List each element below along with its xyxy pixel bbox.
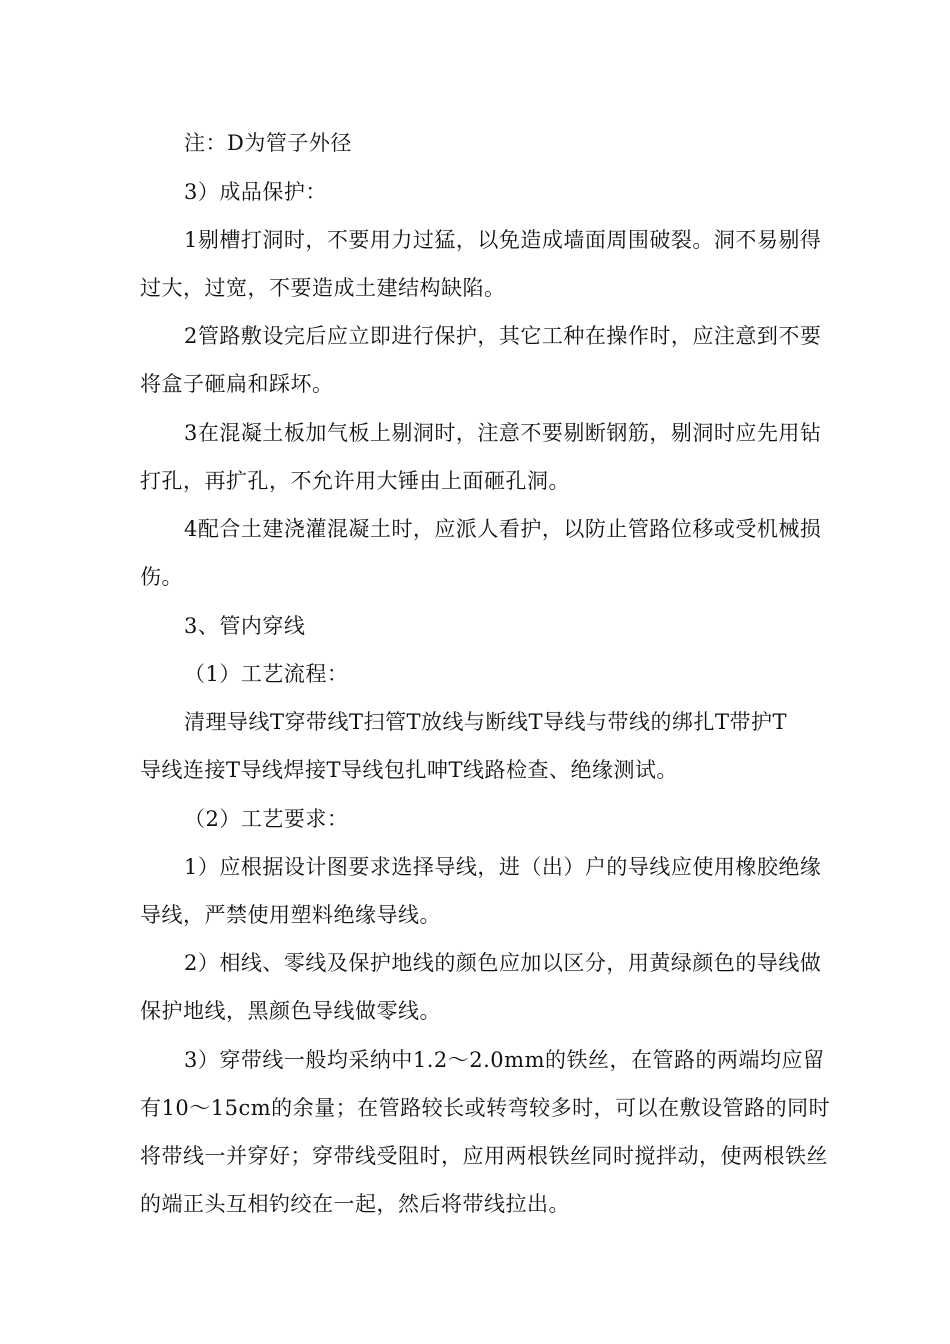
paragraph-line: 伤。 — [140, 565, 183, 589]
paragraph-line: 的端正头互相钓绞在一起，然后将带线拉出。 — [140, 1192, 570, 1216]
paragraph-line: 3在混凝土板加气板上剔洞时，注意不要剔断钢筋，剔洞时应先用钻 — [184, 421, 822, 445]
section-heading-wiring: 3、管内穿线 — [184, 614, 306, 638]
subheading-process-requirements: （2）工艺要求： — [184, 807, 349, 831]
paragraph-line: 保护地线，黑颜色导线做零线。 — [140, 999, 441, 1023]
paragraph-line: 有10〜15cm的余量；在管路较长或转弯较多时，可以在敷设管路的同时 — [140, 1096, 831, 1120]
paragraph-line: 2）相线、零线及保护地线的颜色应加以区分，用黄绿颜色的导线做 — [184, 951, 822, 975]
heading-product-protection: 3）成品保护： — [184, 180, 327, 204]
paragraph-line: 2管路敷设完后应立即进行保护，其它工种在操作时，应注意到不要 — [184, 324, 822, 348]
paragraph-line: 打孔，再扩孔，不允许用大锤由上面砸孔洞。 — [140, 469, 570, 493]
paragraph-line: 清理导线T穿带线T扫管T放线与断线T导线与带线的绑扎T带护T — [184, 710, 788, 734]
note-pipe-diameter: 注：D为管子外径 — [184, 131, 352, 155]
paragraph-line: 过大，过宽，不要造成土建结构缺陷。 — [140, 276, 506, 300]
paragraph-line: 将带线一并穿好；穿带线受阻时，应用两根铁丝同时搅拌动，使两根铁丝 — [140, 1144, 828, 1168]
paragraph-line: 4配合土建浇灌混凝土时，应派人看护，以防止管路位移或受机械损 — [184, 517, 822, 541]
paragraph-line: 导线，严禁使用塑料绝缘导线。 — [140, 903, 441, 927]
subheading-process-flow: （1）工艺流程： — [184, 662, 349, 686]
paragraph-line: 将盒子砸扁和踩坏。 — [140, 372, 334, 396]
paragraph-line: 1）应根据设计图要求选择导线，进（出）户的导线应使用橡胶绝缘 — [184, 855, 822, 879]
paragraph-line: 导线连接T导线焊接T导线包扎呻T线路检查、绝缘测试。 — [140, 758, 679, 782]
paragraph-line: 3）穿带线一般均采纳中1.2〜2.0mm的铁丝，在管路的两端均应留 — [184, 1048, 825, 1072]
paragraph-line: 1剔槽打洞时，不要用力过猛，以免造成墙面周围破裂。洞不易剔得 — [184, 228, 822, 252]
